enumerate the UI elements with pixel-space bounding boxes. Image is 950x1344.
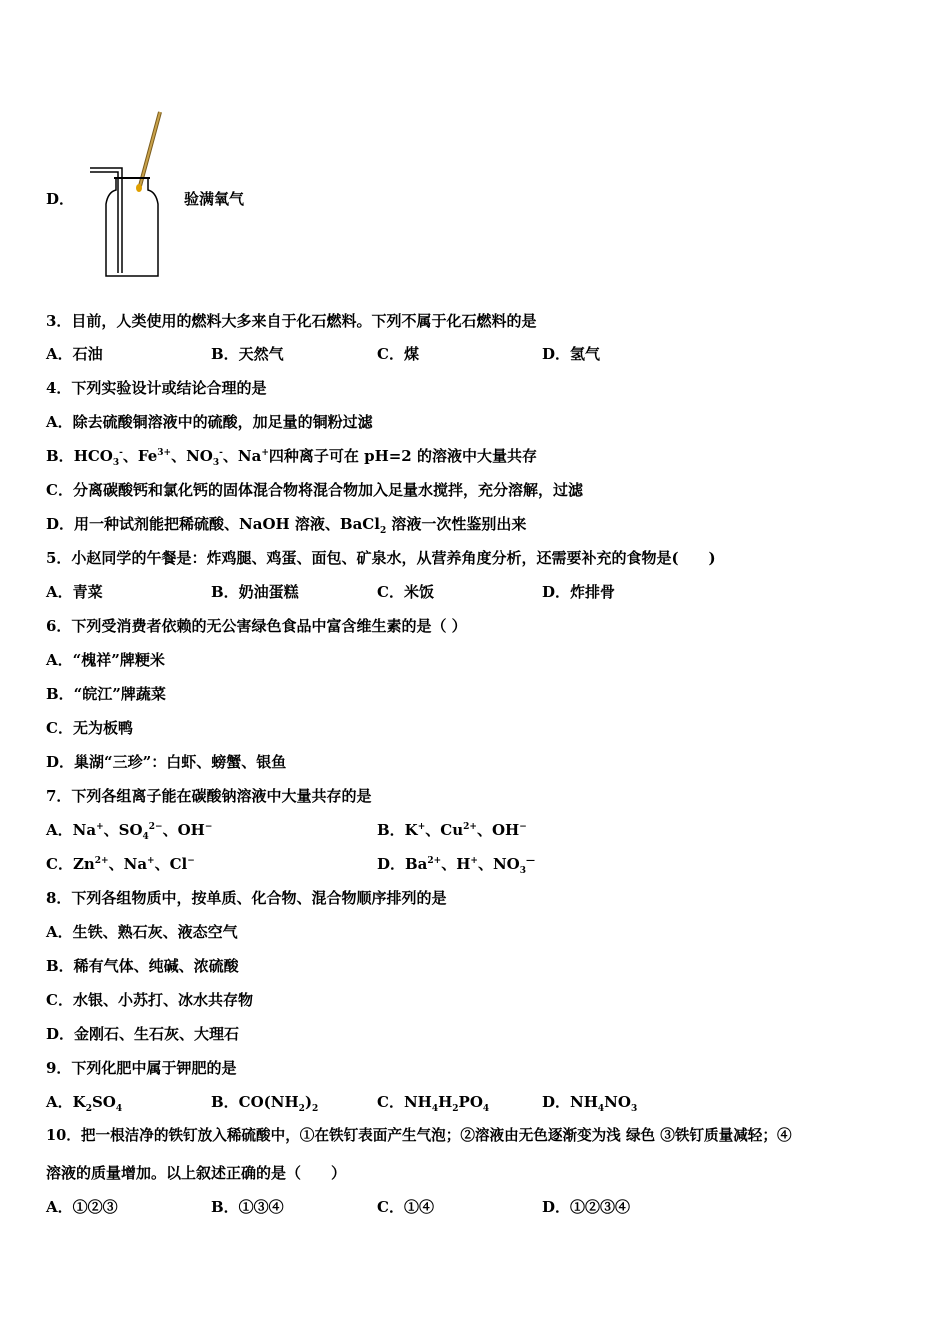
q5-option-c: C．米饭 [377, 583, 434, 601]
q3-option-c: C．煤 [377, 345, 419, 363]
q10-option-b: B．①③④ [211, 1198, 284, 1216]
q4-option-a: A．除去硫酸铜溶液中的硫酸，加足量的铜粉过滤 [46, 413, 373, 431]
q8-option-a: A．生铁、熟石灰、液态空气 [46, 923, 238, 941]
q4-option-b: B．$HCO_3^-$、$Fe^{3+}$、$NO_3^-$、Na+四种离子可在 pH=2 的溶液中大量共存 [46, 447, 537, 468]
q9-stem: 9．下列化肥中属于钾肥的是 [46, 1059, 237, 1077]
glowing-tip [136, 184, 142, 192]
q8-option-b: B．稀有气体、纯碱、浓硫酸 [46, 957, 239, 975]
q6-option-c: C．无为板鸭 [46, 719, 133, 737]
q7-option-c: C．$Zn^{2+}$、Na+、Cl− [46, 855, 195, 873]
q7-option-d: D．$Ba^{2+}$、H+、$NO_3^—$ [377, 855, 535, 876]
q9-option-b: B．$CO(NH_2)_2$ [211, 1093, 319, 1114]
q8-option-d: D．金刚石、生石灰、大理石 [46, 1025, 240, 1043]
q3-option-a: A．石油 [46, 345, 103, 363]
q10-option-d: D．①②③④ [542, 1198, 631, 1216]
q7-option-b: B．K+、$Cu^{2+}$、OH− [377, 821, 527, 839]
q2-option-d-label: D． [46, 190, 75, 208]
q6-option-b: B．“皖江”牌蔬菜 [46, 685, 166, 703]
q5-option-d: D．炸排骨 [542, 583, 616, 601]
q5-option-a: A．青菜 [46, 583, 103, 601]
q3-option-d: D．氢气 [542, 345, 601, 363]
q10-option-c: C．①④ [377, 1198, 434, 1216]
q4-option-d: D．用一种试剂能把稀硫酸、NaOH 溶液、BaCl$_2$ 溶液一次性鉴别出来 [46, 515, 527, 536]
q2-option-d-caption: 验满氧气 [184, 190, 245, 208]
q9-option-a: A．$K_2SO_4$ [46, 1093, 123, 1114]
q7-stem: 7．下列各组离子能在碳酸钠溶液中大量共存的是 [46, 787, 372, 805]
q9-option-d: D．$NH_4NO_3$ [542, 1093, 638, 1114]
q9-option-c: C．$NH_4H_2PO_4$ [377, 1093, 490, 1114]
gas-bottle [106, 178, 158, 276]
q8-option-c: C．水银、小苏打、冰水共存物 [46, 991, 253, 1009]
q5-stem: 5．小赵同学的午餐是：炸鸡腿、鸡蛋、面包、矿泉水，从营养角度分析，还需要补充的食物是( ) [46, 549, 716, 567]
q5-option-b: B．奶油蛋糕 [211, 583, 299, 601]
q10-stem-line1: 10．把一根洁净的铁钉放入稀硫酸中，①在铁钉表面产生气泡；②溶液由无色逐渐变为浅 绿色 ③铁钉质量减轻；④ [46, 1127, 792, 1144]
q6-stem: 6．下列受消费者依赖的无公害绿色食品中富含维生素的是（ ） [46, 617, 467, 635]
q10-option-a: A．①②③ [46, 1198, 118, 1216]
q7-option-a: A．Na+、$SO_4^{2-}$、OH− [46, 821, 213, 842]
q8-stem: 8．下列各组物质中，按单质、化合物、混合物顺序排列的是 [46, 889, 447, 907]
q3-stem: 3．目前，人类使用的燃料大多来自于化石燃料。下列不属于化石燃料的是 [46, 312, 537, 330]
q6-option-d: D．巢湖“三珍”：白虾、螃蟹、银鱼 [46, 753, 287, 771]
q6-option-a: A．“槐祥”牌粳米 [46, 651, 165, 669]
q4-stem: 4．下列实验设计或结论合理的是 [46, 379, 267, 397]
q10-stem-line2: 溶液的质量增加。以上叙述正确的是（ ） [46, 1164, 347, 1182]
q4-option-c: C．分离碳酸钙和氯化钙的固体混合物将混合物加入足量水搅拌，充分溶解，过滤 [46, 481, 583, 499]
q3-option-b: B．天然气 [211, 345, 284, 363]
